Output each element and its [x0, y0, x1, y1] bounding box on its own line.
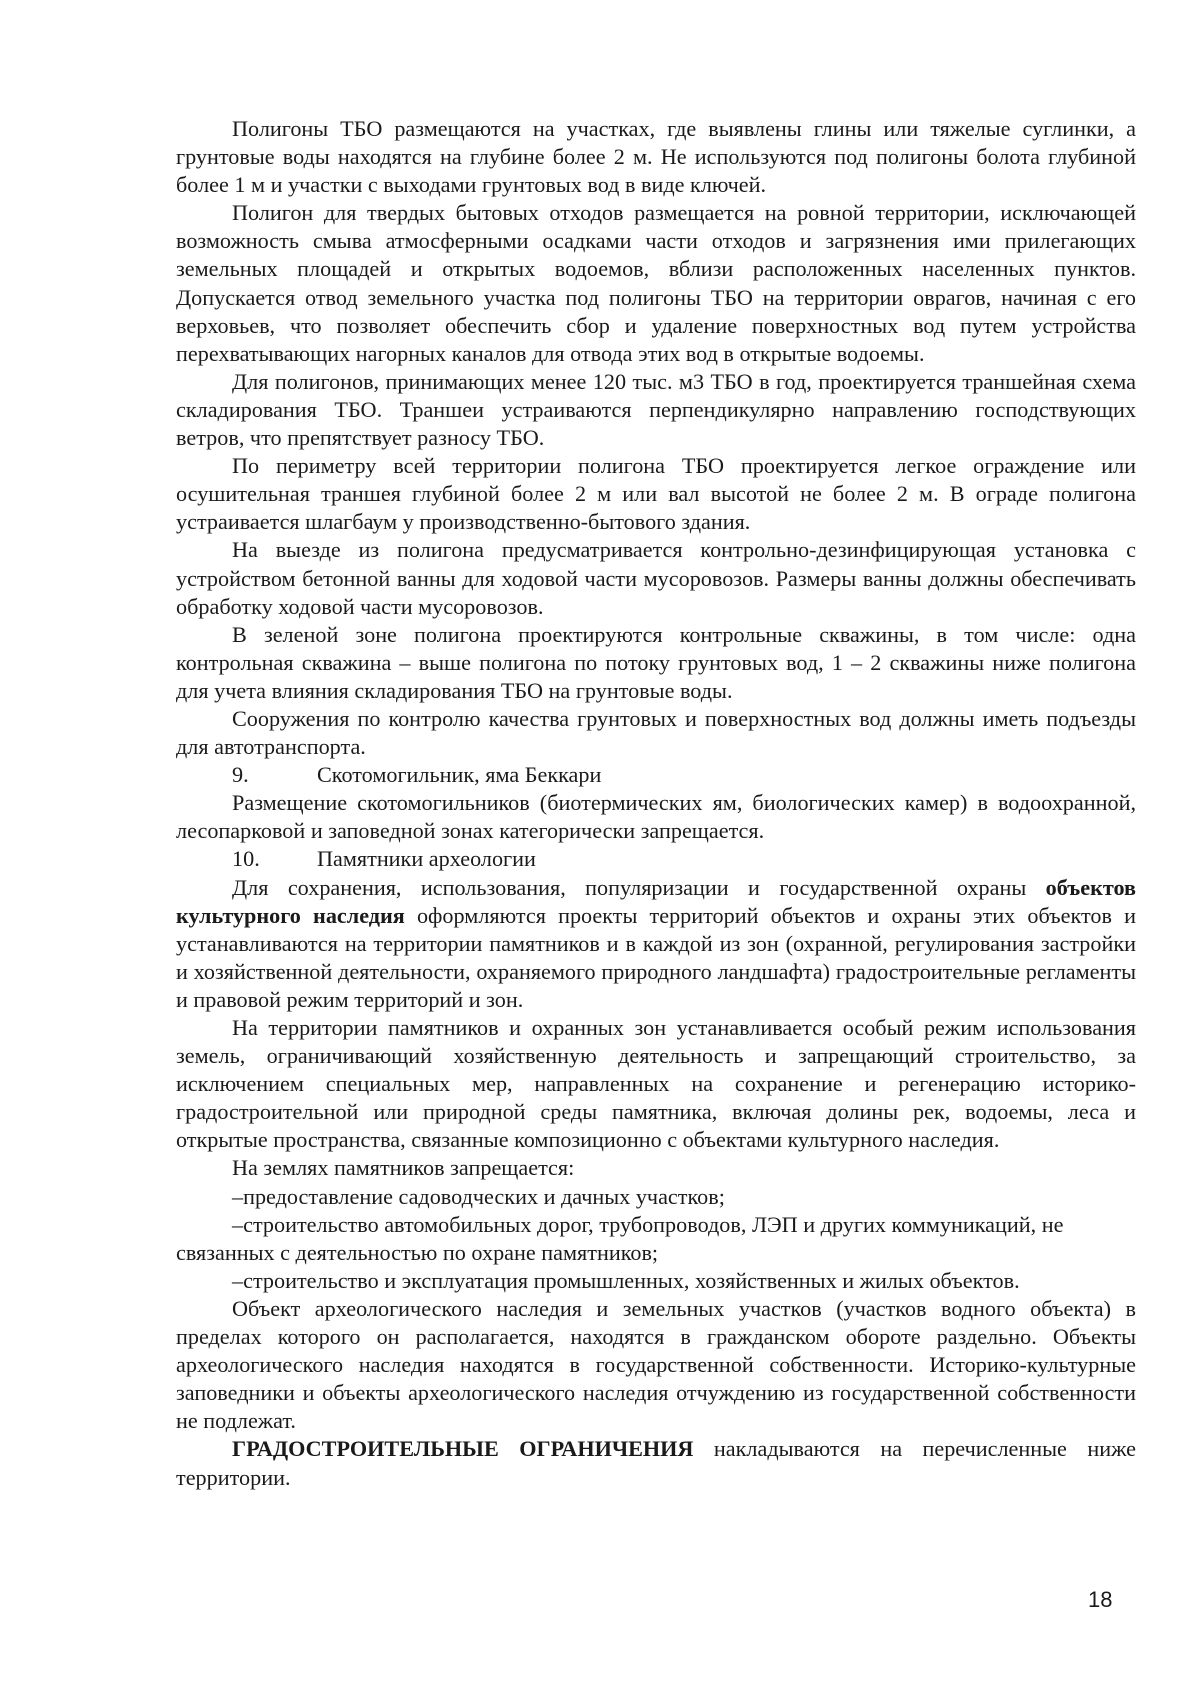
paragraph-disinfection: На выезде из полигона предусматривается контрольно-дезинфицирующая установка с устройством бетонной ванны для ходовой части мусоровозов. Размеры ванны должны обеспечивать обработку ходовой части мусоровозов. — [176, 537, 1136, 619]
paragraph-landfill-siting: Полигоны ТБО размещаются на участках, где выявлены глины или тяжелые суглинки, а грунтовые воды находятся на глубине более 2 м. Не используются под полигоны болота глубиной более 1 м и участки с выходами грунтовых вод в виде ключей. — [176, 116, 1136, 198]
paragraph-special-regime: На территории памятников и охранных зон устанавливается особый режим использования земель, ограничивающий хозяйственную деятельность и запрещающий строительство, за исключением специальных мер, направленных на сохранение и регенерацию историко-градостроительной или природной среды памятника, включая долины рек, водоемы, леса и открытые пространства, связанные композиционно с объектами культурного наследия. — [176, 1015, 1136, 1153]
list-item: –строительство и эксплуатация промышленных, хозяйственных и жилых объектов. — [232, 1267, 1020, 1293]
section-number: 10. — [232, 846, 260, 872]
paragraph-prohibited-intro: На землях памятников запрещается: — [232, 1155, 575, 1181]
text-fragment: Для сохранения, использования, популяризации и государственной охраны — [232, 874, 1046, 900]
list-item: –предоставление садоводческих и дачных участков; — [232, 1183, 725, 1209]
bold-term: ГРАДОСТРОИТЕЛЬНЫЕ ОГРАНИЧЕНИЯ — [232, 1436, 694, 1462]
paragraph-trench-scheme: Для полигонов, принимающих менее 120 тыс. м3 ТБО в год, проектируется траншейная схема складирования ТБО. Траншеи устраиваются перпендикулярно направлению господствующих ветров, что препятствует разносу ТБО. — [176, 368, 1136, 451]
section-number: 9. — [232, 762, 249, 788]
paragraph-perimeter-fence: По периметру всей территории полигона ТБО проектируется легкое ограждение или осушительная траншея глубиной более 2 м или вал высотой не более 2 м. В ограде полигона устраивается шлагбаум у производственно-бытового здания. — [176, 453, 1136, 535]
page-number: 18 — [1088, 1587, 1113, 1612]
list-item: –строительство автомобильных дорог, трубопроводов, ЛЭП и других коммуникаций, не связанных с деятельностью по охране памятников; — [176, 1211, 1064, 1265]
paragraph-archaeological-ownership: Объект археологического наследия и земельных участков (участков водного объекта) в пределах которого он располагается, находятся в гражданском обороте раздельно. Объекты археологического наследия находятся в государственной собственности. Историко-культурные заповедники и объекты археологического наследия отчуждению из государственной собственности не подлежат. — [176, 1295, 1136, 1434]
paragraph-heritage-protection — [176, 874, 1136, 1014]
paragraph-access-roads: Сооружения по контролю качества грунтовых и поверхностных вод должны иметь подъезды для автотранспорта. — [176, 705, 1136, 760]
paragraph-urban-restrictions — [176, 1435, 1136, 1491]
text-fragment: оформляются проекты территорий объектов и охраны этих объектов и устанавливаются на территории памятников и в каждой из зон (охранной, регулирования застройки и хозяйственной деятельности, охраняемого природного ландшафта) градостроительные регламенты и правовой режим территорий и зон. — [176, 902, 1137, 1012]
section-heading-10 — [176, 845, 1136, 873]
bold-term: объектов культурного наследия — [176, 874, 1136, 928]
text-fragment: накладываются на перечисленные ниже территории. — [176, 1436, 1136, 1490]
section-title: Скотомогильник, яма Беккари — [317, 762, 602, 788]
paragraph-landfill-territory: Полигон для твердых бытовых отходов размещается на ровной территории, исключающей возможность смыва атмосферными осадками части отходов и загрязнения ими прилегающих земельных площадей и открытых водоемов, вблизи расположенных населенных пунктов. Допускается отвод земельного участка под полигоны ТБО на территории оврагов, начиная с его верховьев, что позволяет обеспечить сбор и удаление поверхностных вод путем устройства перехватывающих нагорных каналов для отвода этих вод в открытые водоемы. — [176, 200, 1136, 366]
section-title: Памятники археологии — [317, 846, 536, 872]
section-heading-9 — [176, 761, 1136, 789]
document-page — [176, 115, 1136, 1492]
paragraph-control-wells: В зеленой зоне полигона проектируются контрольные скважины, в том числе: одна контрольная скважина – выше полигона по потоку грунтовых вод, 1 – 2 скважины ниже полигона для учета влияния складирования ТБО на грунтовые воды. — [176, 621, 1136, 703]
paragraph-burial-ban: Размещение скотомогильников (биотермических ям, биологических камер) в водоохранной, лесопарковой и заповедной зонах категорически запрещается. — [176, 790, 1136, 844]
